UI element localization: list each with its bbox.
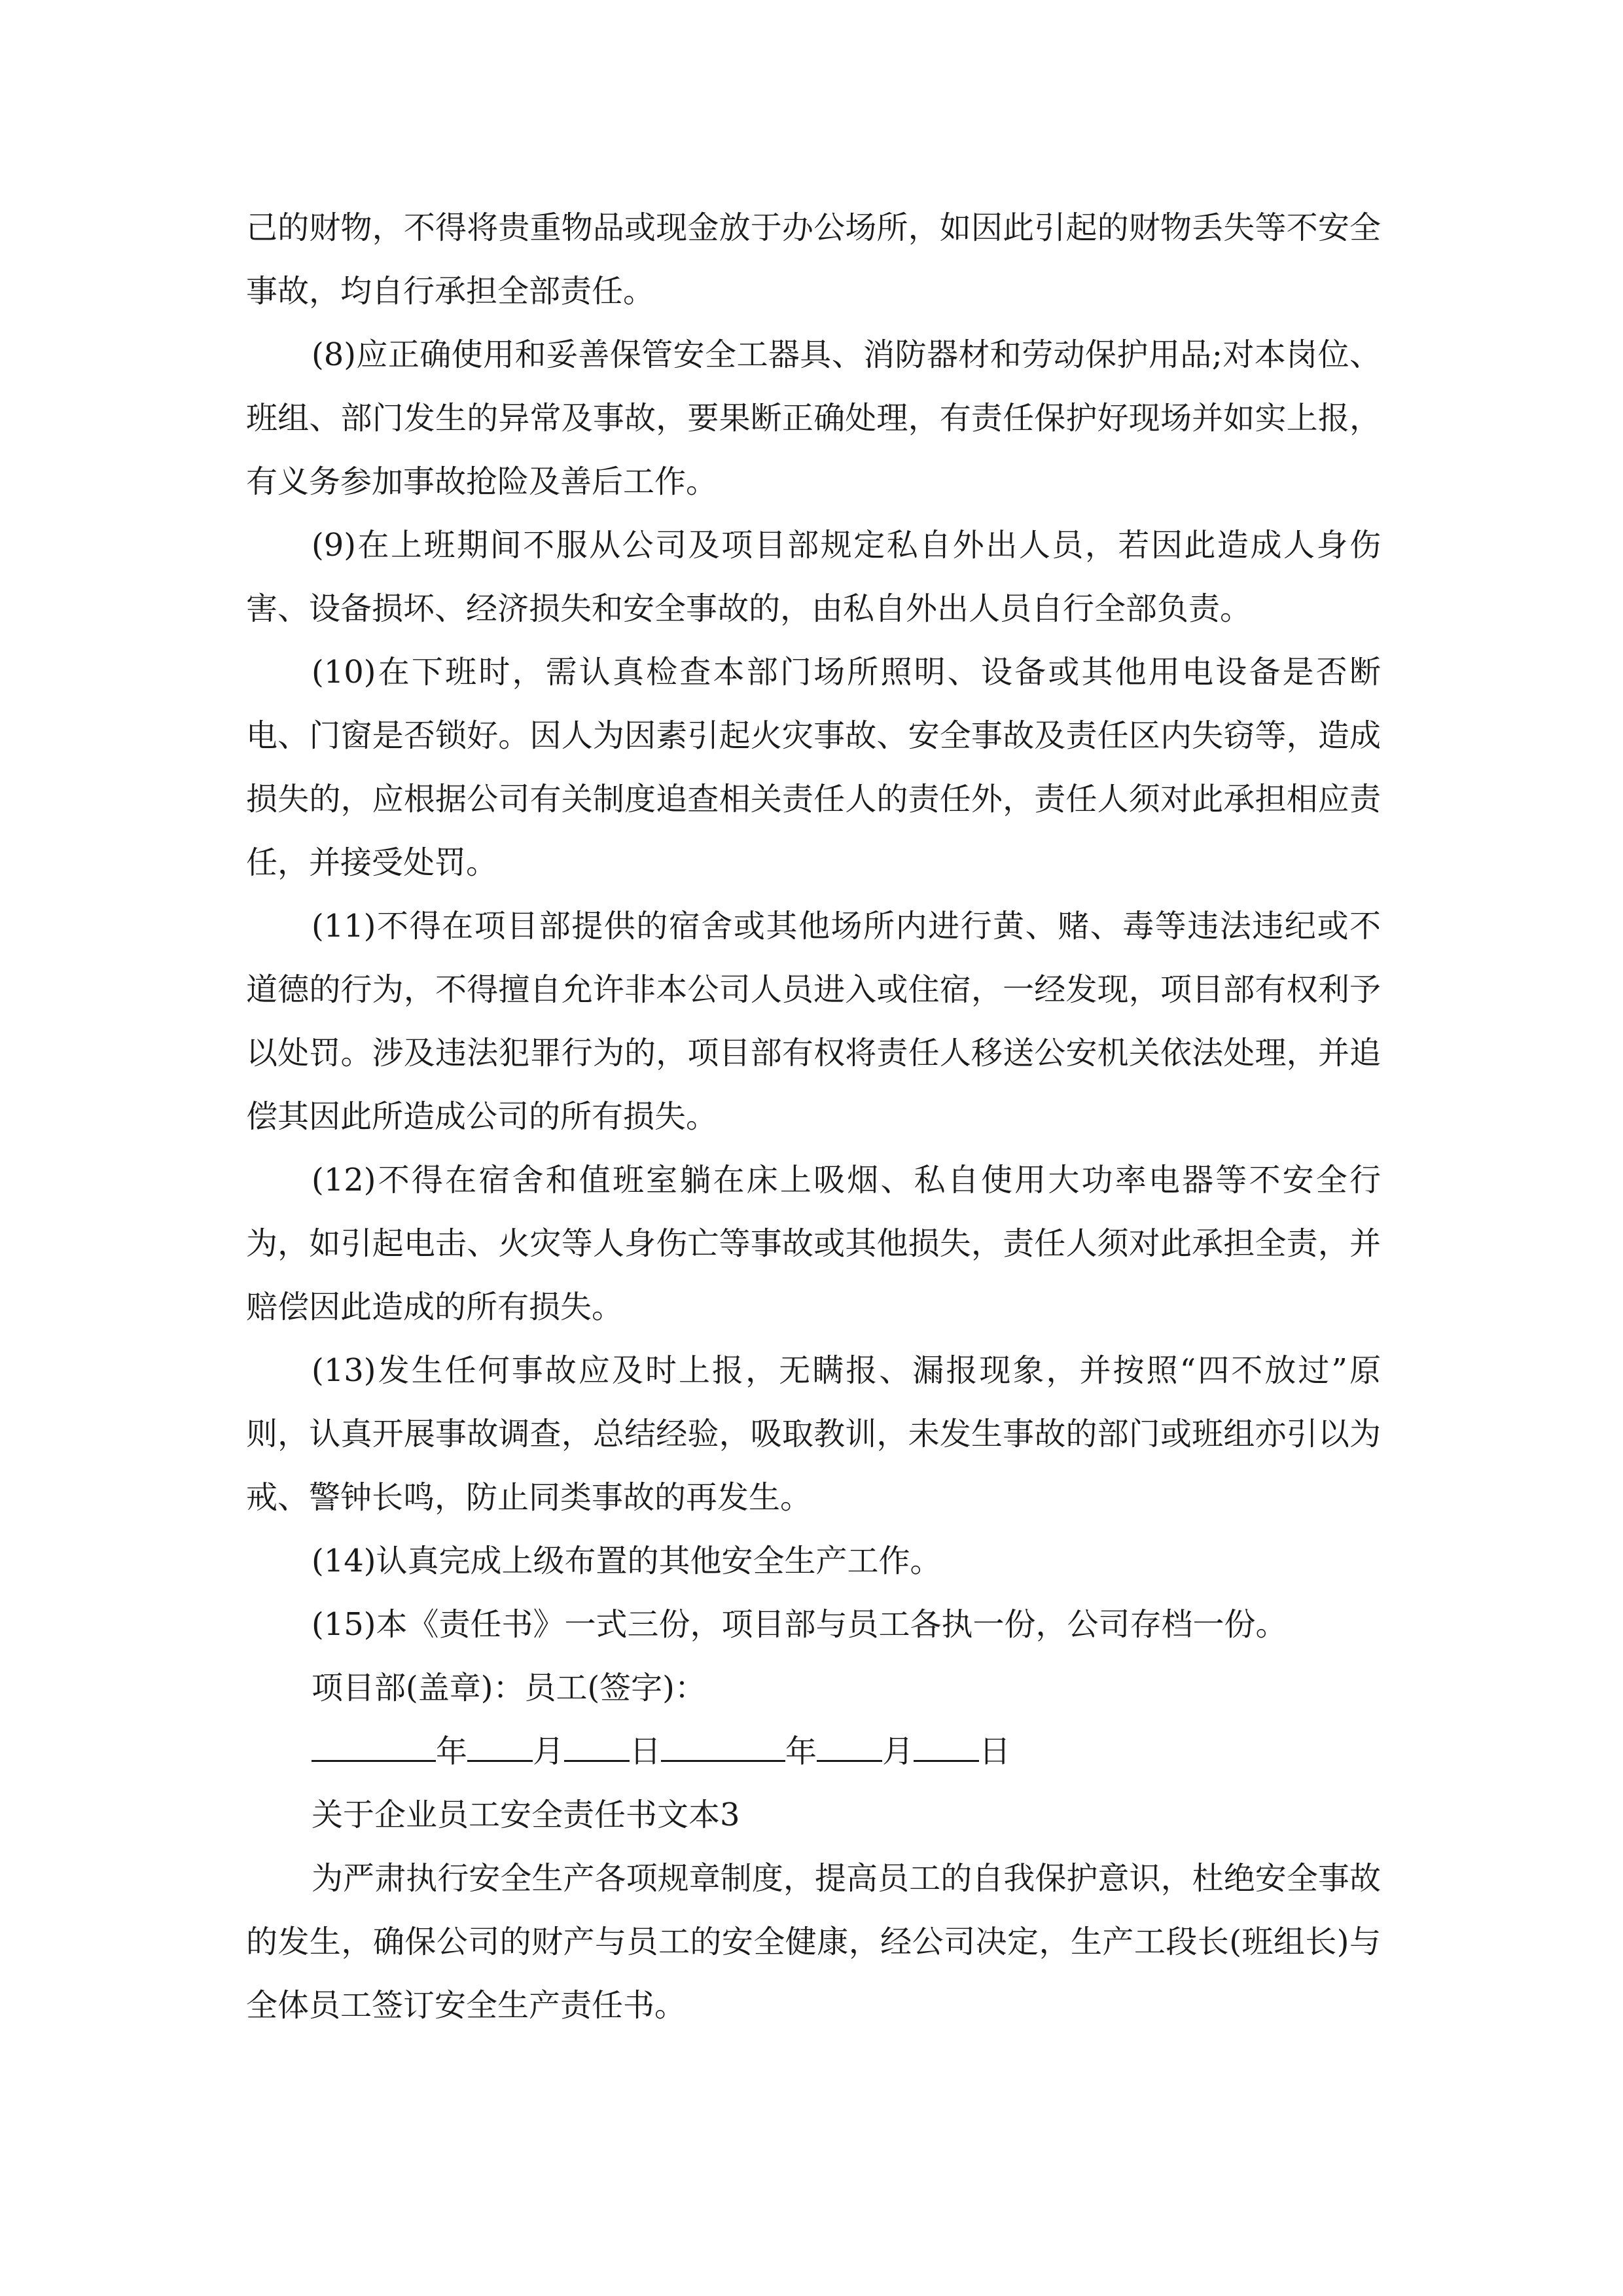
paragraph-item-14: (14)认真完成上级布置的其他安全生产工作。 [312, 1543, 942, 1579]
date-blank-day-2[interactable] [914, 1726, 979, 1762]
signature-line: 项目部(盖章)：员工(签字)： [312, 1670, 706, 1706]
date-year-label-2: 年 [785, 1733, 817, 1770]
paragraph-item-10: (10)在下班时，需认真检查本部门场所照明、设备或其他用电设备是否断电、门窗是否锁好。因人为因素引起火灾事故、安全事故及责任区内失窃等，造成损失的，应根据公司有关制度追查相关责任人的责任外，责任人须对此承担相应责任，并接受处罚。 [246, 654, 1381, 881]
paragraph-item-15: (15)本《责任书》一式三份，项目部与员工各执一份，公司存档一份。 [312, 1606, 1287, 1643]
date-day-label-1: 日 [630, 1733, 662, 1770]
date-month-label-1: 月 [533, 1733, 565, 1770]
date-month-label-2: 月 [882, 1733, 914, 1770]
paragraph-item-8: (8)应正确使用和妥善保管安全工器具、消防器材和劳动保护用品;对本岗位、班组、部门发生的异常及事故，要果断正确处理，有责任保护好现场并如实上报，有义务参加事故抢险及善后工作。 [246, 336, 1381, 500]
paragraph-item-9: (9)在上班期间不服从公司及项目部规定私自外出人员，若因此造成人身伤害、设备损坏、经济损失和安全事故的，由私自外出人员自行全部负责。 [246, 527, 1381, 627]
date-blank-year-2[interactable] [661, 1726, 785, 1762]
date-blank-day-1[interactable] [564, 1726, 630, 1762]
date-year-label-1: 年 [436, 1733, 468, 1770]
final-paragraph: 为严肃执行安全生产各项规章制度，提高员工的自我保护意识，杜绝安全事故的发生，确保公司的财产与员工的安全健康，经公司决定，生产工段长(班组长)与全体员工签订安全生产责任书。 [246, 1860, 1381, 2024]
date-blank-year-1[interactable] [312, 1726, 436, 1762]
paragraph-continuation: 己的财物，不得将贵重物品或现金放于办公场所，如因此引起的财物丢失等不安全事故，均自行承担全部责任。 [246, 209, 1381, 310]
date-blank-month-2[interactable] [817, 1726, 882, 1762]
paragraph-item-12: (12)不得在宿舍和值班室躺在床上吸烟、私自使用大功率电器等不安全行为，如引起电击、火灾等人身伤亡等事故或其他损失，责任人须对此承担全责，并赔偿因此造成的所有损失。 [246, 1162, 1381, 1325]
date-blank-month-1[interactable] [467, 1726, 533, 1762]
date-line [246, 1720, 1381, 1784]
document-body [246, 196, 1381, 2037]
paragraph-item-13: (13)发生任何事故应及时上报，无瞒报、漏报现象，并按照“四不放过”原则，认真开展事故调查，总结经验，吸取教训，未发生事故的部门或班组亦引以为戒、警钟长鸣，防止同类事故的再发生。 [246, 1352, 1381, 1516]
section-title: 关于企业员工安全责任书文本3 [312, 1797, 740, 1833]
paragraph-item-11: (11)不得在项目部提供的宿舍或其他场所内进行黄、赌、毒等违法违纪或不道德的行为，不得擅自允许非本公司人员进入或住宿，一经发现，项目部有权利予以处罚。涉及违法犯罪行为的，项目部有权将责任人移送公安机关依法处理，并追偿其因此所造成公司的所有损失。 [246, 908, 1381, 1135]
date-day-label-2: 日 [979, 1733, 1011, 1770]
